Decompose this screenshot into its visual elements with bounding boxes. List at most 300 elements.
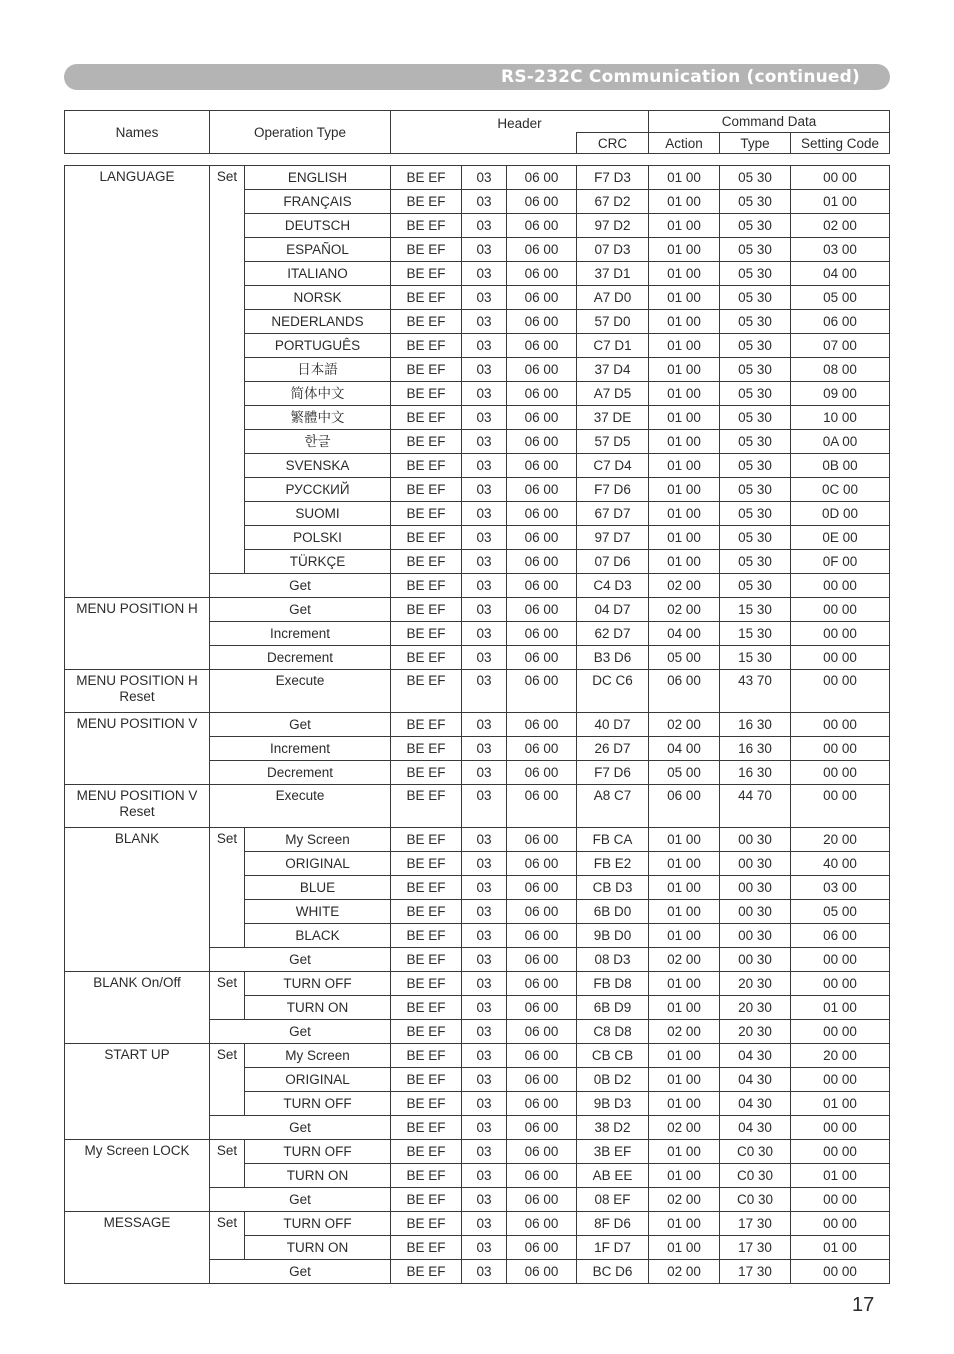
crc-cell: 26 D7 [577, 737, 649, 761]
header-cmd: 06 00 [507, 238, 577, 262]
set-label: Set [210, 972, 245, 1020]
header-cmd: 06 00 [507, 761, 577, 785]
action-cell: 02 00 [649, 1020, 720, 1044]
operation-cell: Get [210, 574, 391, 598]
action-cell: 01 00 [649, 1212, 720, 1236]
crc-cell: F7 D6 [577, 478, 649, 502]
col-names: Names [65, 111, 210, 154]
operation-cell: Get [210, 598, 391, 622]
header-bytes: BE EF [391, 1236, 462, 1260]
operation-cell: Decrement [210, 646, 391, 670]
set-value: 日本語 [245, 358, 391, 382]
header-cmd: 06 00 [507, 737, 577, 761]
action-cell: 01 00 [649, 1140, 720, 1164]
setting-code-cell: 00 00 [791, 598, 890, 622]
set-value: BLACK [245, 924, 391, 948]
setting-code-cell: 09 00 [791, 382, 890, 406]
crc-cell: 3B EF [577, 1140, 649, 1164]
header-length: 03 [462, 996, 507, 1020]
header-length: 03 [462, 1044, 507, 1068]
header-cmd: 06 00 [507, 924, 577, 948]
type-cell: 20 30 [720, 972, 791, 996]
type-cell: 04 30 [720, 1044, 791, 1068]
col-type: Type [720, 133, 791, 154]
header-bytes: BE EF [391, 737, 462, 761]
setting-code-cell: 01 00 [791, 1236, 890, 1260]
type-cell: 15 30 [720, 646, 791, 670]
section-banner [64, 64, 890, 90]
table-row [65, 1212, 890, 1236]
header-cmd: 06 00 [507, 1044, 577, 1068]
action-cell: 02 00 [649, 598, 720, 622]
type-cell: 44 70 [720, 785, 791, 828]
crc-cell: 37 D4 [577, 358, 649, 382]
table-row [65, 598, 890, 622]
table-row [65, 1044, 890, 1068]
header-bytes: BE EF [391, 574, 462, 598]
crc-cell: C8 D8 [577, 1020, 649, 1044]
setting-code-cell: 04 00 [791, 262, 890, 286]
type-cell: C0 30 [720, 1140, 791, 1164]
set-value: ENGLISH [245, 166, 391, 190]
header-length: 03 [462, 828, 507, 852]
crc-cell: FB D8 [577, 972, 649, 996]
operation-cell: Get [210, 1116, 391, 1140]
header-bytes: BE EF [391, 1044, 462, 1068]
type-cell: 16 30 [720, 761, 791, 785]
header-bytes: BE EF [391, 430, 462, 454]
set-value: NEDERLANDS [245, 310, 391, 334]
header-cmd: 06 00 [507, 262, 577, 286]
header-bytes: BE EF [391, 828, 462, 852]
crc-cell: 67 D7 [577, 502, 649, 526]
header-cmd: 06 00 [507, 406, 577, 430]
set-value: NORSK [245, 286, 391, 310]
header-cmd: 06 00 [507, 972, 577, 996]
crc-cell: 07 D3 [577, 238, 649, 262]
action-cell: 04 00 [649, 737, 720, 761]
action-cell: 01 00 [649, 310, 720, 334]
header-length: 03 [462, 550, 507, 574]
header-length: 03 [462, 1068, 507, 1092]
header-cmd: 06 00 [507, 1092, 577, 1116]
header-cmd: 06 00 [507, 785, 577, 828]
header-bytes: BE EF [391, 761, 462, 785]
header-cmd: 06 00 [507, 948, 577, 972]
function-name: START UP [65, 1044, 210, 1140]
header-bytes: BE EF [391, 502, 462, 526]
header-length: 03 [462, 622, 507, 646]
operation-cell: Increment [210, 622, 391, 646]
action-cell: 06 00 [649, 670, 720, 713]
function-name: MENU POSITION V [65, 713, 210, 785]
type-cell: 04 30 [720, 1116, 791, 1140]
header-bytes: BE EF [391, 670, 462, 713]
header-length: 03 [462, 670, 507, 713]
header-length: 03 [462, 214, 507, 238]
operation-cell: Get [210, 1260, 391, 1284]
type-cell: 00 30 [720, 876, 791, 900]
setting-code-cell: 01 00 [791, 190, 890, 214]
setting-code-cell: 0B 00 [791, 454, 890, 478]
type-cell: 20 30 [720, 1020, 791, 1044]
crc-cell: F7 D6 [577, 761, 649, 785]
type-cell: 15 30 [720, 622, 791, 646]
header-bytes: BE EF [391, 972, 462, 996]
action-cell: 02 00 [649, 1116, 720, 1140]
action-cell: 02 00 [649, 713, 720, 737]
crc-cell: A7 D5 [577, 382, 649, 406]
header-cmd: 06 00 [507, 1236, 577, 1260]
crc-cell: 38 D2 [577, 1116, 649, 1140]
setting-code-cell: 00 00 [791, 574, 890, 598]
type-cell: 05 30 [720, 574, 791, 598]
header-length: 03 [462, 646, 507, 670]
crc-cell: 07 D6 [577, 550, 649, 574]
crc-cell: F7 D3 [577, 166, 649, 190]
function-name: MESSAGE [65, 1212, 210, 1284]
col-setting-code: Setting Code [791, 133, 890, 154]
operation-cell: Execute [210, 670, 391, 713]
header-length: 03 [462, 761, 507, 785]
header-length: 03 [462, 1092, 507, 1116]
header-length: 03 [462, 785, 507, 828]
setting-code-cell: 00 00 [791, 1020, 890, 1044]
action-cell: 01 00 [649, 166, 720, 190]
action-cell: 01 00 [649, 502, 720, 526]
header-bytes: BE EF [391, 713, 462, 737]
action-cell: 01 00 [649, 478, 720, 502]
setting-code-cell: 06 00 [791, 310, 890, 334]
header-cmd: 06 00 [507, 1164, 577, 1188]
crc-cell: AB EE [577, 1164, 649, 1188]
operation-cell: Decrement [210, 761, 391, 785]
setting-code-cell: 00 00 [791, 737, 890, 761]
header-cmd: 06 00 [507, 1188, 577, 1212]
crc-cell: 6B D0 [577, 900, 649, 924]
header-cmd: 06 00 [507, 502, 577, 526]
crc-cell: 97 D7 [577, 526, 649, 550]
header-bytes: BE EF [391, 238, 462, 262]
header-length: 03 [462, 334, 507, 358]
action-cell: 01 00 [649, 262, 720, 286]
action-cell: 05 00 [649, 646, 720, 670]
header-cmd: 06 00 [507, 713, 577, 737]
set-value: TURN OFF [245, 1140, 391, 1164]
setting-code-cell: 00 00 [791, 1260, 890, 1284]
header-length: 03 [462, 526, 507, 550]
type-cell: 20 30 [720, 996, 791, 1020]
set-value: My Screen [245, 1044, 391, 1068]
action-cell: 01 00 [649, 1044, 720, 1068]
header-cmd: 06 00 [507, 382, 577, 406]
setting-code-cell: 0D 00 [791, 502, 890, 526]
crc-cell: 97 D2 [577, 214, 649, 238]
crc-cell: CB CB [577, 1044, 649, 1068]
function-name: LANGUAGE [65, 166, 210, 598]
command-table [64, 165, 890, 1284]
header-cmd: 06 00 [507, 286, 577, 310]
crc-cell: 8F D6 [577, 1212, 649, 1236]
action-cell: 01 00 [649, 190, 720, 214]
type-cell: 16 30 [720, 713, 791, 737]
action-cell: 01 00 [649, 924, 720, 948]
type-cell: 05 30 [720, 550, 791, 574]
setting-code-cell: 00 00 [791, 713, 890, 737]
crc-cell: BC D6 [577, 1260, 649, 1284]
type-cell: 17 30 [720, 1236, 791, 1260]
header-length: 03 [462, 1164, 507, 1188]
header-cmd: 06 00 [507, 190, 577, 214]
header-bytes: BE EF [391, 454, 462, 478]
action-cell: 01 00 [649, 526, 720, 550]
set-value: SUOMI [245, 502, 391, 526]
setting-code-cell: 00 00 [791, 646, 890, 670]
type-cell: 05 30 [720, 478, 791, 502]
section-title: RS-232C Communication (continued) [501, 67, 860, 87]
col-action: Action [649, 133, 720, 154]
header-length: 03 [462, 924, 507, 948]
action-cell: 02 00 [649, 1188, 720, 1212]
header-cmd: 06 00 [507, 454, 577, 478]
crc-cell: A8 C7 [577, 785, 649, 828]
header-length: 03 [462, 876, 507, 900]
setting-code-cell: 00 00 [791, 622, 890, 646]
header-bytes: BE EF [391, 166, 462, 190]
action-cell: 01 00 [649, 406, 720, 430]
setting-code-cell: 07 00 [791, 334, 890, 358]
table-row [65, 166, 890, 190]
crc-cell: 67 D2 [577, 190, 649, 214]
setting-code-cell: 00 00 [791, 761, 890, 785]
header-spacer [391, 133, 577, 154]
col-command-data: Command Data [649, 111, 890, 133]
crc-cell: 08 D3 [577, 948, 649, 972]
header-cmd: 06 00 [507, 828, 577, 852]
set-value: TURN OFF [245, 1212, 391, 1236]
type-cell: 05 30 [720, 190, 791, 214]
header-bytes: BE EF [391, 646, 462, 670]
function-name: BLANK On/Off [65, 972, 210, 1044]
header-cmd: 06 00 [507, 598, 577, 622]
header-length: 03 [462, 406, 507, 430]
set-value: TURN ON [245, 1164, 391, 1188]
header-bytes: BE EF [391, 478, 462, 502]
header-bytes: BE EF [391, 924, 462, 948]
header-bytes: BE EF [391, 406, 462, 430]
type-cell: 05 30 [720, 430, 791, 454]
setting-code-cell: 03 00 [791, 876, 890, 900]
action-cell: 01 00 [649, 1068, 720, 1092]
crc-cell: 9B D3 [577, 1092, 649, 1116]
type-cell: 00 30 [720, 852, 791, 876]
action-cell: 01 00 [649, 900, 720, 924]
header-cmd: 06 00 [507, 670, 577, 713]
crc-cell: C4 D3 [577, 574, 649, 598]
crc-cell: 62 D7 [577, 622, 649, 646]
crc-cell: 08 EF [577, 1188, 649, 1212]
set-value: FRANÇAIS [245, 190, 391, 214]
set-label: Set [210, 1044, 245, 1116]
function-name: MENU POSITION H [65, 598, 210, 670]
set-value: WHITE [245, 900, 391, 924]
set-value: ORIGINAL [245, 852, 391, 876]
set-value: SVENSKA [245, 454, 391, 478]
crc-cell: 1F D7 [577, 1236, 649, 1260]
setting-code-cell: 05 00 [791, 286, 890, 310]
header-cmd: 06 00 [507, 996, 577, 1020]
header-bytes: BE EF [391, 1116, 462, 1140]
type-cell: 17 30 [720, 1212, 791, 1236]
action-cell: 01 00 [649, 1164, 720, 1188]
set-value: 繁體中文 [245, 406, 391, 430]
action-cell: 01 00 [649, 972, 720, 996]
header-cmd: 06 00 [507, 430, 577, 454]
page-number: 17 [852, 1294, 875, 1316]
action-cell: 01 00 [649, 550, 720, 574]
header-bytes: BE EF [391, 852, 462, 876]
function-name: MENU POSITION H Reset [65, 670, 210, 713]
header-length: 03 [462, 1212, 507, 1236]
header-bytes: BE EF [391, 358, 462, 382]
setting-code-cell: 02 00 [791, 214, 890, 238]
header-bytes: BE EF [391, 1020, 462, 1044]
header-cmd: 06 00 [507, 478, 577, 502]
action-cell: 01 00 [649, 852, 720, 876]
set-value: ORIGINAL [245, 1068, 391, 1092]
action-cell: 01 00 [649, 828, 720, 852]
crc-cell: 37 D1 [577, 262, 649, 286]
header-length: 03 [462, 1260, 507, 1284]
crc-cell: CB D3 [577, 876, 649, 900]
set-value: ESPAÑOL [245, 238, 391, 262]
header-cmd: 06 00 [507, 1020, 577, 1044]
set-value: 한글 [245, 430, 391, 454]
action-cell: 01 00 [649, 286, 720, 310]
operation-cell: Execute [210, 785, 391, 828]
function-name: My Screen LOCK [65, 1140, 210, 1212]
table-row [65, 670, 890, 713]
set-value: POLSKI [245, 526, 391, 550]
header-cmd: 06 00 [507, 900, 577, 924]
header-length: 03 [462, 310, 507, 334]
setting-code-cell: 00 00 [791, 1212, 890, 1236]
header-bytes: BE EF [391, 785, 462, 828]
function-name: BLANK [65, 828, 210, 972]
header-cmd: 06 00 [507, 574, 577, 598]
header-length: 03 [462, 972, 507, 996]
setting-code-cell: 00 00 [791, 1188, 890, 1212]
action-cell: 06 00 [649, 785, 720, 828]
function-name: MENU POSITION V Reset [65, 785, 210, 828]
header-length: 03 [462, 454, 507, 478]
action-cell: 02 00 [649, 948, 720, 972]
type-cell: 43 70 [720, 670, 791, 713]
type-cell: 05 30 [720, 382, 791, 406]
header-length: 03 [462, 948, 507, 972]
table-row [65, 828, 890, 852]
header-length: 03 [462, 1188, 507, 1212]
set-value: TURN OFF [245, 1092, 391, 1116]
header-length: 03 [462, 430, 507, 454]
type-cell: 05 30 [720, 214, 791, 238]
crc-cell: 04 D7 [577, 598, 649, 622]
setting-code-cell: 0A 00 [791, 430, 890, 454]
crc-cell: 57 D0 [577, 310, 649, 334]
crc-cell: FB E2 [577, 852, 649, 876]
set-label: Set [210, 828, 245, 948]
header-bytes: BE EF [391, 190, 462, 214]
type-cell: 05 30 [720, 166, 791, 190]
set-label: Set [210, 1212, 245, 1260]
col-crc: CRC [577, 133, 649, 154]
header-length: 03 [462, 190, 507, 214]
type-cell: 00 30 [720, 828, 791, 852]
set-label: Set [210, 166, 245, 574]
header-length: 03 [462, 1236, 507, 1260]
header-cmd: 06 00 [507, 1140, 577, 1164]
table-row [65, 1140, 890, 1164]
action-cell: 01 00 [649, 334, 720, 358]
crc-cell: 37 DE [577, 406, 649, 430]
header-cmd: 06 00 [507, 852, 577, 876]
crc-cell: C7 D1 [577, 334, 649, 358]
header-length: 03 [462, 900, 507, 924]
header-length: 03 [462, 1116, 507, 1140]
type-cell: 05 30 [720, 358, 791, 382]
type-cell: 04 30 [720, 1068, 791, 1092]
header-length: 03 [462, 238, 507, 262]
header-length: 03 [462, 358, 507, 382]
set-value: DEUTSCH [245, 214, 391, 238]
header-cmd: 06 00 [507, 550, 577, 574]
header-bytes: BE EF [391, 550, 462, 574]
type-cell: 05 30 [720, 238, 791, 262]
crc-cell: DC C6 [577, 670, 649, 713]
operation-cell: Get [210, 1020, 391, 1044]
header-cmd: 06 00 [507, 876, 577, 900]
type-cell: 05 30 [720, 502, 791, 526]
operation-cell: Get [210, 713, 391, 737]
col-operation-type: Operation Type [210, 111, 391, 154]
setting-code-cell: 0C 00 [791, 478, 890, 502]
header-bytes: BE EF [391, 1092, 462, 1116]
type-cell: 04 30 [720, 1092, 791, 1116]
crc-cell: 9B D0 [577, 924, 649, 948]
type-cell: 05 30 [720, 526, 791, 550]
header-length: 03 [462, 286, 507, 310]
header-cmd: 06 00 [507, 646, 577, 670]
set-value: TÜRKÇE [245, 550, 391, 574]
header-length: 03 [462, 713, 507, 737]
type-cell: 05 30 [720, 334, 791, 358]
action-cell: 01 00 [649, 238, 720, 262]
header-bytes: BE EF [391, 900, 462, 924]
header-length: 03 [462, 166, 507, 190]
command-table-header [64, 110, 890, 154]
header-cmd: 06 00 [507, 622, 577, 646]
header-bytes: BE EF [391, 948, 462, 972]
action-cell: 01 00 [649, 454, 720, 478]
action-cell: 01 00 [649, 382, 720, 406]
action-cell: 01 00 [649, 876, 720, 900]
header-cmd: 06 00 [507, 214, 577, 238]
header-length: 03 [462, 262, 507, 286]
set-value: TURN OFF [245, 972, 391, 996]
type-cell: 17 30 [720, 1260, 791, 1284]
setting-code-cell: 20 00 [791, 1044, 890, 1068]
setting-code-cell: 10 00 [791, 406, 890, 430]
